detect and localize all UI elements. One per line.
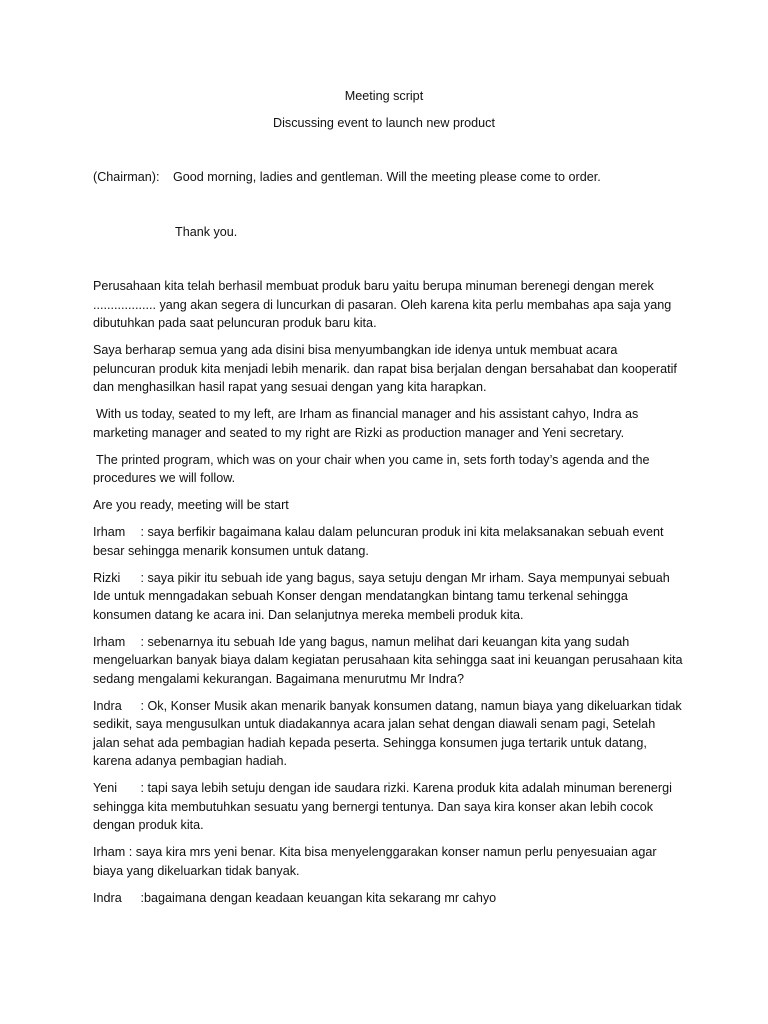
dialogue-text: : saya kira mrs yeni benar. Kita bisa menyelenggarakan konser namun perlu penyesuaian agar biaya yang dikeluarkan tidak banyak. — [93, 845, 657, 878]
speaker-name: Rizki — [93, 570, 121, 585]
dialogue-text: : Ok, Konser Musik akan menarik banyak konsumen datang, namun biaya yang dikeluarkan tidak sedikit, saya mengusulkan untuk diadakannya acara jalan sehat dengan diawali senam pagi, Setelah jalan sehat ada pembagian hadiah kepada peserta. Sehingga konsumen juga tertarik untuk datang, karena adanya pembagian hadiah. — [93, 698, 682, 768]
paragraph: With us today, seated to my left, are Irham as financial manager and his assistant cahyo, Indra as marketing manager and seated to my right are Rizki as production manager and Yeni secretary. — [93, 407, 639, 440]
dialogue-line — [93, 779, 683, 835]
speaker-name: Irham — [93, 845, 126, 859]
dialogue-text: : saya pikir itu sebuah ide yang bagus, saya setuju dengan Mr irham. Saya mempunyai sebuah Ide untuk menngadakan sebuah Konser dengan mendatangkan bintang tamu terkenal sehingga konsumen datang ke acara ini. Dan selanjutnya mereka membeli produk kita. — [93, 570, 670, 622]
dialogue-line — [93, 697, 683, 771]
dialogue-line — [93, 633, 683, 689]
chairman-label: (Chairman): — [93, 170, 160, 184]
chairman-opening — [93, 168, 693, 187]
document-subtitle: Discussing event to launch new product — [273, 116, 495, 130]
paragraph: Perusahaan kita telah berhasil membuat produk baru yaitu berupa minuman berenegi dengan merek .................. yang akan segera di luncurkan di pasaran. Oleh karena kita perlu membahas apa saja yang dibutuhkan pada saat peluncuran produk baru kita. — [93, 279, 672, 330]
speaker-name: Yeni — [93, 781, 118, 795]
speaker-name: Indra — [93, 698, 122, 713]
paragraph: Saya berharap semua yang ada disini bisa menyumbangkan ide idenya untuk membuat acara peluncuran produk kita menjadi lebih menarik. dan rapat bisa berjalan dengan bersahabat dan kooperatif dan menghasilkan hasil rapat yang sesuai dengan yang kita harapkan. — [93, 343, 677, 394]
dialogue-line — [93, 889, 683, 908]
speaker-name: Indra — [93, 890, 122, 905]
dialogue-text: :bagaimana dengan keadaan keuangan kita sekarang mr cahyo — [140, 890, 497, 905]
speaker-name: Irham — [93, 525, 126, 539]
dialogue-line — [93, 843, 683, 880]
dialogue-text: : tapi saya lebih setuju dengan ide saudara rizki. Karena produk kita adalah minuman berenergi sehingga kita membutuhkan sesuatu yang bernergi tentunya. Dan saya kira konser akan lebih cocok dengan produk kita. — [93, 781, 672, 832]
paragraph: The printed program, which was on your chair when you came in, sets forth today’s agenda and the procedures we will follow. — [93, 452, 650, 485]
dialogue-line — [93, 523, 683, 560]
document-body — [93, 277, 683, 916]
document-title: Meeting script — [344, 89, 424, 103]
dialogue-line — [93, 569, 683, 625]
speaker-name: Irham — [93, 634, 126, 649]
dialogue-text: : sebenarnya itu sebuah Ide yang bagus, namun melihat dari keuangan kita yang sudah mengeluarkan banyak biaya dalam kegiatan perusahaan kita sehingga saat ini keuangan perusahaan kita sedang mengalami kekurangan. Bagaimana menurutmu Mr Indra? — [93, 634, 683, 686]
chairman-greeting: Good morning, ladies and gentleman. Will the meeting please come to order. — [173, 170, 601, 184]
chairman-thanks: Thank you. — [175, 225, 238, 239]
paragraph: Are you ready, meeting will be start — [93, 498, 289, 512]
dialogue-text: : saya berfikir bagaimana kalau dalam peluncuran produk ini kita melaksanakan sebuah event besar sehingga menarik konsumen untuk datang. — [93, 525, 664, 558]
